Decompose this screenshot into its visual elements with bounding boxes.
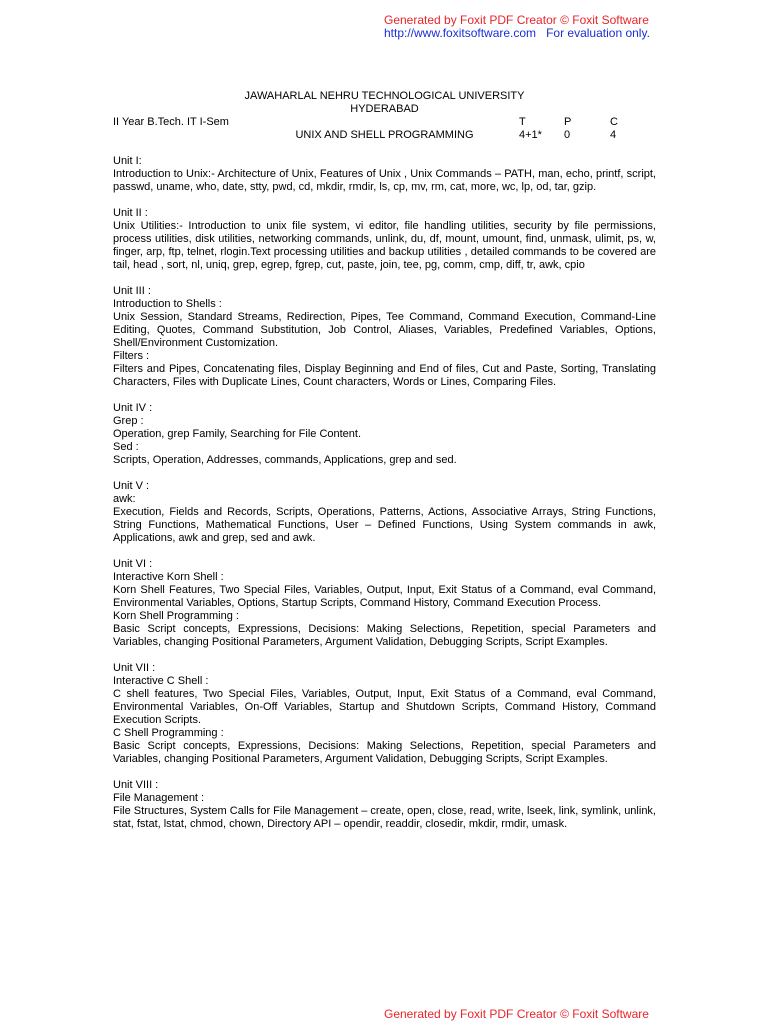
unit-title: Unit VI : — [113, 558, 153, 570]
col-header-p: P — [564, 116, 572, 128]
unit-7 — [113, 662, 656, 766]
unit-subheading: Introduction to Shells : — [113, 298, 222, 310]
unit-subheading: Sed : — [113, 441, 139, 453]
unit-2 — [113, 207, 656, 272]
university-name: JAWAHARLAL NEHRU TECHNOLOGICAL UNIVERSITY — [244, 90, 525, 102]
unit-subheading: Grep : — [113, 415, 144, 427]
unit-body: Scripts, Operation, Addresses, commands, Applications, grep and sed. — [113, 454, 457, 466]
watermark-eval-note: For evaluation only. — [546, 26, 650, 40]
unit-title: Unit II : — [113, 207, 148, 219]
unit-body: Korn Shell Features, Two Special Files, Variables, Output, Input, Exit Status of a Command, eval Command, Environmental Variables, Options, Startup Scripts, Command History, Command Execution Process. — [113, 584, 656, 609]
unit-body: Filters and Pipes, Concatenating files, Display Beginning and End of files, Cut and Paste, Sorting, Translating Characters, Files with Duplicate Lines, Count characters, Words or Lines, Comparing Files. — [113, 363, 656, 388]
unit-body: Unix Utilities:- Introduction to unix file system, vi editor, file handling utilities, security by file permissions, process utilities, disk utilities, networking commands, unlink, du, df, mount, umount, find, unmask, ulimit, ps, w, finger, arp, ftp, telnet, rlogin.Text processing utilities and backup utilities , detailed commands to be covered are tail, head , sort, nl, uniq, grep, egrep, fgrep, cut, paste, join, tee, pg, comm, cmp, diff, tr, awk, cpio — [113, 220, 656, 271]
unit-8 — [113, 779, 656, 831]
col-header-c: C — [610, 116, 618, 128]
unit-4 — [113, 402, 656, 467]
watermark-generated-bottom: Generated by Foxit PDF Creator © Foxit Software — [384, 1007, 649, 1021]
year-row — [113, 116, 656, 129]
unit-subheading: Korn Shell Programming : — [113, 610, 239, 622]
syllabus-document — [113, 90, 656, 831]
unit-subheading: Interactive C Shell : — [113, 675, 209, 687]
watermark-top — [384, 14, 650, 40]
unit-body: Basic Script concepts, Expressions, Decisions: Making Selections, Repetition, special Parameters and Variables, changing Positional Parameters, Argument Validation, Debugging Scripts, Script Examples. — [113, 623, 656, 648]
year-semester: II Year B.Tech. IT I-Sem — [113, 116, 229, 128]
watermark-url-link[interactable]: http://www.foxitsoftware.com — [384, 26, 537, 40]
unit-1 — [113, 155, 656, 194]
university-city: HYDERABAD — [350, 103, 419, 115]
credit-t: 4+1* — [519, 129, 542, 141]
unit-subheading: C Shell Programming : — [113, 727, 224, 739]
unit-5 — [113, 480, 656, 545]
course-title: UNIX AND SHELL PROGRAMMING — [295, 129, 474, 141]
unit-subheading: awk: — [113, 493, 136, 505]
credit-c: 4 — [610, 129, 617, 141]
unit-body: Unix Session, Standard Streams, Redirection, Pipes, Tee Command, Command Execution, Command-Line Editing, Quotes, Command Substitution, Job Control, Aliases, Variables, Predefined Variables, Options, Shell/Environment Customization. — [113, 311, 656, 349]
unit-3 — [113, 285, 656, 389]
unit-body: C shell features, Two Special Files, Variables, Output, Input, Exit Status of a Command, eval Command, Environmental Variables, On-Off Variables, Startup and Shutdown Scripts, Command History, Command Execution Scripts. — [113, 688, 656, 726]
unit-6 — [113, 558, 656, 649]
unit-title: Unit V : — [113, 480, 150, 492]
unit-title: Unit VIII : — [113, 779, 159, 791]
unit-body: File Structures, System Calls for File Management – create, open, close, read, write, lseek, link, symlink, unlink, stat, fstat, lstat, chmod, chown, Directory API – opendir, readdir, closedir, mkdir, rmdir, umask. — [113, 805, 656, 830]
unit-title: Unit III : — [113, 285, 151, 297]
unit-body: Execution, Fields and Records, Scripts, Operations, Patterns, Actions, Associative Arrays, String Functions, String Functions, Mathematical Functions, User – Defined Functions, Using System commands in awk, Applications, awk and grep, sed and awk. — [113, 506, 656, 544]
unit-title: Unit VII : — [113, 662, 156, 674]
credits-row — [113, 129, 656, 142]
unit-subheading: File Management : — [113, 792, 205, 804]
col-header-t: T — [519, 116, 526, 128]
credit-p: 0 — [564, 129, 571, 141]
unit-body: Operation, grep Family, Searching for File Content. — [113, 428, 362, 440]
watermark-bottom — [384, 1008, 649, 1021]
watermark-generated: Generated by Foxit PDF Creator © Foxit Software — [384, 13, 649, 27]
unit-body: Introduction to Unix:- Architecture of Unix, Features of Unix , Unix Commands – PATH, man, echo, printf, script, passwd, uname, who, date, stty, pwd, cd, mkdir, rmdir, ls, cp, mv, rm, cat, more, wc, lp, od, tar, gzip. — [113, 168, 656, 193]
unit-subheading: Interactive Korn Shell : — [113, 571, 224, 583]
unit-title: Unit I: — [113, 155, 142, 167]
unit-body: Basic Script concepts, Expressions, Decisions: Making Selections, Repetition, special Parameters and Variables, changing Positional Parameters, Argument Validation, Debugging Scripts, Script Examples. — [113, 740, 656, 765]
unit-subheading: Filters : — [113, 350, 150, 362]
unit-title: Unit IV : — [113, 402, 153, 414]
